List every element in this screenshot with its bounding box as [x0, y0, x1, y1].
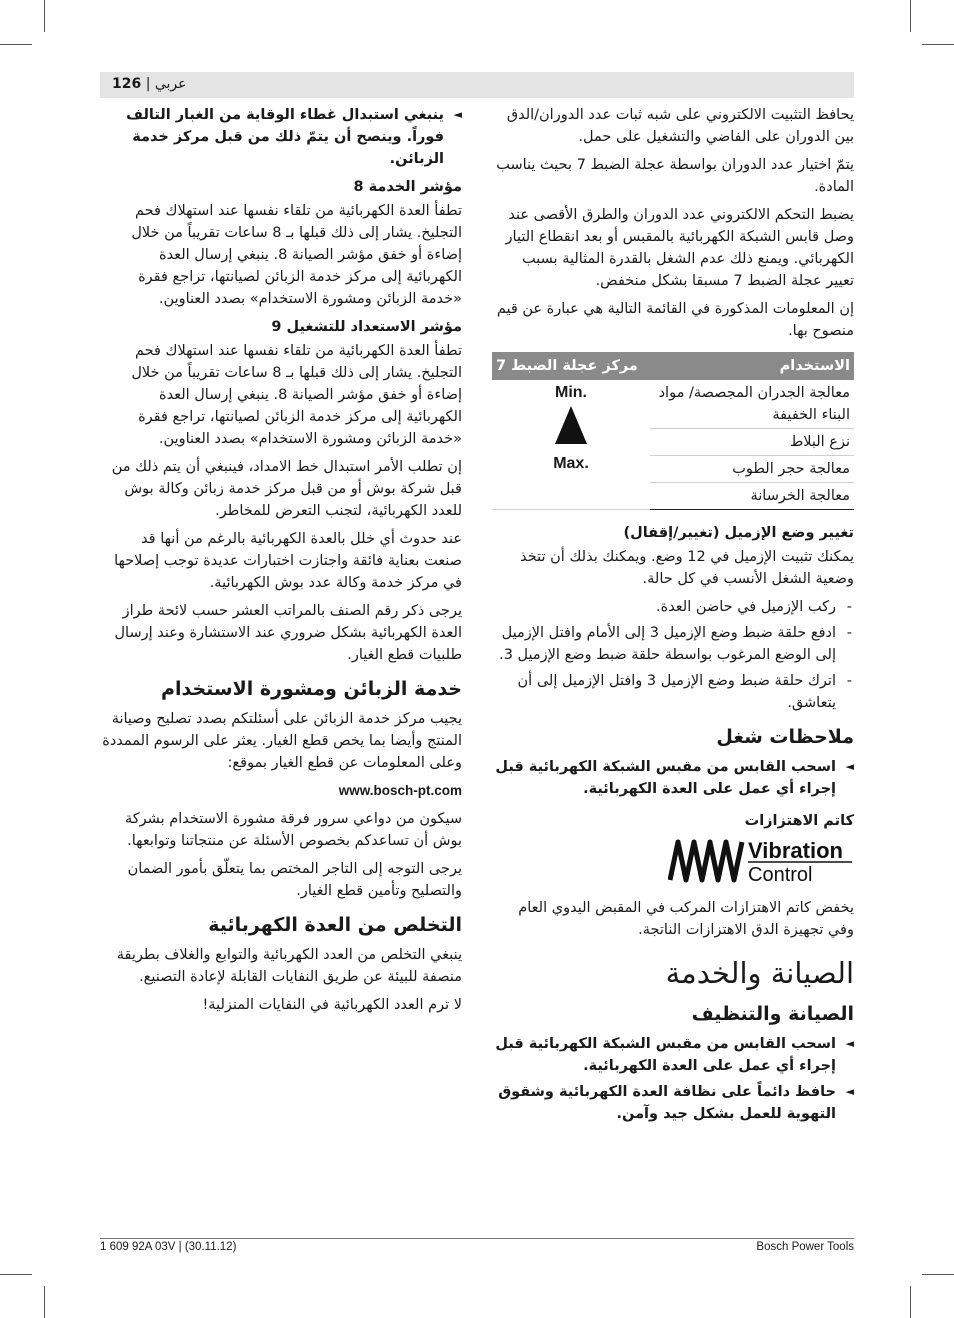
page-header-bar [100, 72, 854, 98]
paragraph: تطفأ العدة الكهربائية من تلقاء نفسها عند استهلاك فحم التجليخ. يشار إلى ذلك قبلها بـ 8 ساعات تقريباً من خلال إضاءة أو خفق مؤشر الصيانة 8. ينبغي إرسال العدة الكهربائية إلى مركز خدمة الزبائن لصيانتها، تراجع فقرة «خدمة الزبائن ومشورة الاستخدام» بصدد العناوين. [131, 203, 462, 307]
crop-mark [0, 44, 32, 45]
paragraph: يحافظ التثبيت الالكتروني على شبه ثبات عدد الدوران/الدق بين الدوران على الفاضي والتشغيل على حمل. [506, 107, 854, 145]
crop-mark [44, 1286, 45, 1318]
list-item: - ركب الإزميل في حاضن العدة. [492, 596, 854, 618]
table-header-row [492, 352, 854, 380]
crop-mark [922, 44, 954, 45]
footer-doc-number: 1 609 92A 03V | (30.11.12) [100, 1241, 237, 1253]
scale-triangle-icon [551, 404, 591, 446]
vibration-logo-bottom: Control [748, 864, 813, 884]
vibration-control-logo [492, 836, 854, 891]
chisel-heading: تغيير وضع الإزميل (تغيير/إقفال) [623, 525, 854, 541]
maintenance-title: الصيانة والخدمة [665, 956, 854, 990]
crop-mark [922, 1274, 954, 1275]
usage-table [492, 352, 854, 510]
paragraph: يمكنك تثبيت الإزميل في 12 وضع. ويمكنك بذلك أن تتخذ وضعية الشغل الأنسب في كل حالة. [520, 549, 854, 587]
paragraph: لا ترم العدد الكهربائية في النفايات المنزلية! [202, 997, 462, 1013]
paragraph: إن المعلومات المذكورة في القائمة التالية هي عبارة عن قيم منصوح بها. [496, 301, 854, 339]
crop-mark [44, 0, 45, 32]
service-url: www.bosch-pt.com [338, 783, 462, 798]
table-cell: معالجة حجر الطوب [650, 456, 854, 483]
table-header-use: الاستخدام [650, 352, 854, 380]
paragraph: تطفأ العدة الكهربائية من تلقاء نفسها عند استهلاك فحم التجليخ. يشار إلى ذلك قبلها بـ 8 ساعات تقريباً من خلال إضاءة أو خفق مؤشر الصيانة 8. ينبغي إرسال العدة الكهربائية إلى مركز خدمة الزبائن لصيانتها، تراجع فقرة «خدمة الزبائن ومشورة الاستخدام» بصدد العناوين. [131, 343, 462, 447]
page-header: 126 | عربي [112, 76, 187, 92]
paragraph: يضبط التحكم الالكتروني عدد الدوران والطرق الأقصى عند وصل قابس الشبكة الكهربائية بالمقبس أو بعد انقطاع التيار الكهربائي. ويمنع ذلك عدم الشغل بالقدرة المثالية بسبب تعيير عجلة الضبط 7 مسبقا بشكل منخفض. [505, 207, 854, 289]
max-label: Max. [553, 455, 589, 472]
table-cell: معالجة الجدران المجصصة/ مواد البناء الخفيفة [650, 380, 854, 429]
vibration-logo-top: Vibration [748, 838, 843, 863]
crop-mark [0, 1274, 32, 1275]
wheel-scale [492, 380, 650, 510]
work-notes-heading: ملاحظات شغل [716, 726, 854, 748]
footer-brand: Bosch Power Tools [756, 1241, 854, 1253]
warning-item: ◄ حافظ دائماً على نظافة العدة الكهربائية وشقوق التهوية للعمل بشكل جيد وآمن. [492, 1081, 854, 1125]
cleaning-heading: الصيانة والتنظيف [691, 1003, 854, 1025]
service-heading: خدمة الزبائن ومشورة الاستخدام [161, 678, 462, 700]
warning-item: ◄ اسحب القابس من مقبس الشبكة الكهربائية قبل إجراء أي عمل على العدة الكهربائية. [492, 756, 854, 800]
vibration-heading: كاتم الاهتزازات [744, 813, 854, 829]
left-column [100, 104, 462, 1022]
list-item: - اترك حلقة ضبط وضع الإزميل 3 وافتل الإزميل إلى أن يتعاشق. [492, 670, 854, 714]
paragraph: يجيب مركز خدمة الزبائن على أسئلتكم بصدد تصليح وصيانة المنتج وأيضا بما يخص قطع الغيار. يعثر على الرسوم الممددة وعلى المعلومات عن قطع الغيار بموقع: [102, 711, 462, 771]
page-number: 126 [112, 76, 142, 92]
paragraph: يرجى ذكر رقم الصنف بالمراتب العشر حسب لائحة طراز العدة الكهربائية بشكل ضروري عند الاستشارة وعند إرسال طلبيات قطع الغيار. [114, 603, 462, 663]
crop-mark [910, 0, 911, 32]
paragraph: عند حدوث أي خلل بالعدة الكهربائية بالرغم من أنها قد صنعت بعناية فائقة واجتازت اختبارات عديدة توجب إصلاحها في مركز خدمة وكالة عدد بوش الكهربائية. [114, 531, 462, 591]
indicator-9-heading: مؤشر الاستعداد للتشغيل 9 [271, 319, 462, 335]
table-cell: معالجة الخرسانة [750, 488, 850, 504]
disposal-heading: التخلص من العدة الكهربائية [208, 914, 462, 936]
right-column [492, 104, 854, 1129]
indicator-8-heading: مؤشر الخدمة 8 [353, 179, 462, 195]
paragraph: إن تطلب الأمر استبدال خط الامداد، فينبغي أن يتم ذلك من قبل شركة بوش أو من قبل مركز خدمة زبائن وكالة بوش للعدد الكهربائية، لتجنب التعرض للمخاطر. [111, 459, 462, 519]
table-header-wheel: مركز عجلة الضبط 7 [492, 352, 650, 380]
warning-item: ◄ اسحب القابس من مقبس الشبكة الكهربائية قبل إجراء أي عمل على العدة الكهربائية. [492, 1033, 854, 1077]
warning-item: ◄ ينبغي استبدال غطاء الوقاية من الغبار التالف فوراً. وينصح أن يتمّ ذلك من قبل مركز خدمة الزبائن. [100, 104, 462, 170]
min-label: Min. [555, 384, 587, 401]
page-language: عربي [154, 76, 187, 92]
vibration-wave-icon [668, 836, 854, 884]
paragraph: يخفض كاتم الاهتزازات المركب في المقبض اليدوي العام وفي تجهيزة الدق الاهتزازات الناتجة. [518, 900, 854, 938]
paragraph: ينبغي التخلص من العدد الكهربائية والتوابع والغلاف بطريقة منصفة للبيئة عن طريق النفايات القابلة لإعادة التصنيع. [116, 947, 462, 985]
crop-mark [910, 1286, 911, 1318]
paragraph: يرجى التوجه إلى التاجر المختص بما يتعلّق بأمور الضمان والتصليح وتأمين قطع الغيار. [127, 861, 462, 899]
list-item: - ادفع حلقة ضبط وضع الإزميل 3 إلى الأمام وافتل الإزميل إلى الوضع المرغوب بواسطة حلقة ضبط وضع الإزميل 3. [492, 622, 854, 666]
paragraph: سيكون من دواعي سرور فرقة مشورة الاستخدام بشركة بوش أن تساعدكم بخصوص الأسئلة عن منتجاتنا وتوابعها. [125, 811, 462, 849]
footer-divider [100, 1238, 854, 1239]
table-row [492, 380, 854, 429]
paragraph: يتمّ اختيار عدد الدوران بواسطة عجلة الضبط 7 بحيث يناسب المادة. [496, 157, 854, 195]
table-cell: نزع البلاط [650, 429, 854, 456]
